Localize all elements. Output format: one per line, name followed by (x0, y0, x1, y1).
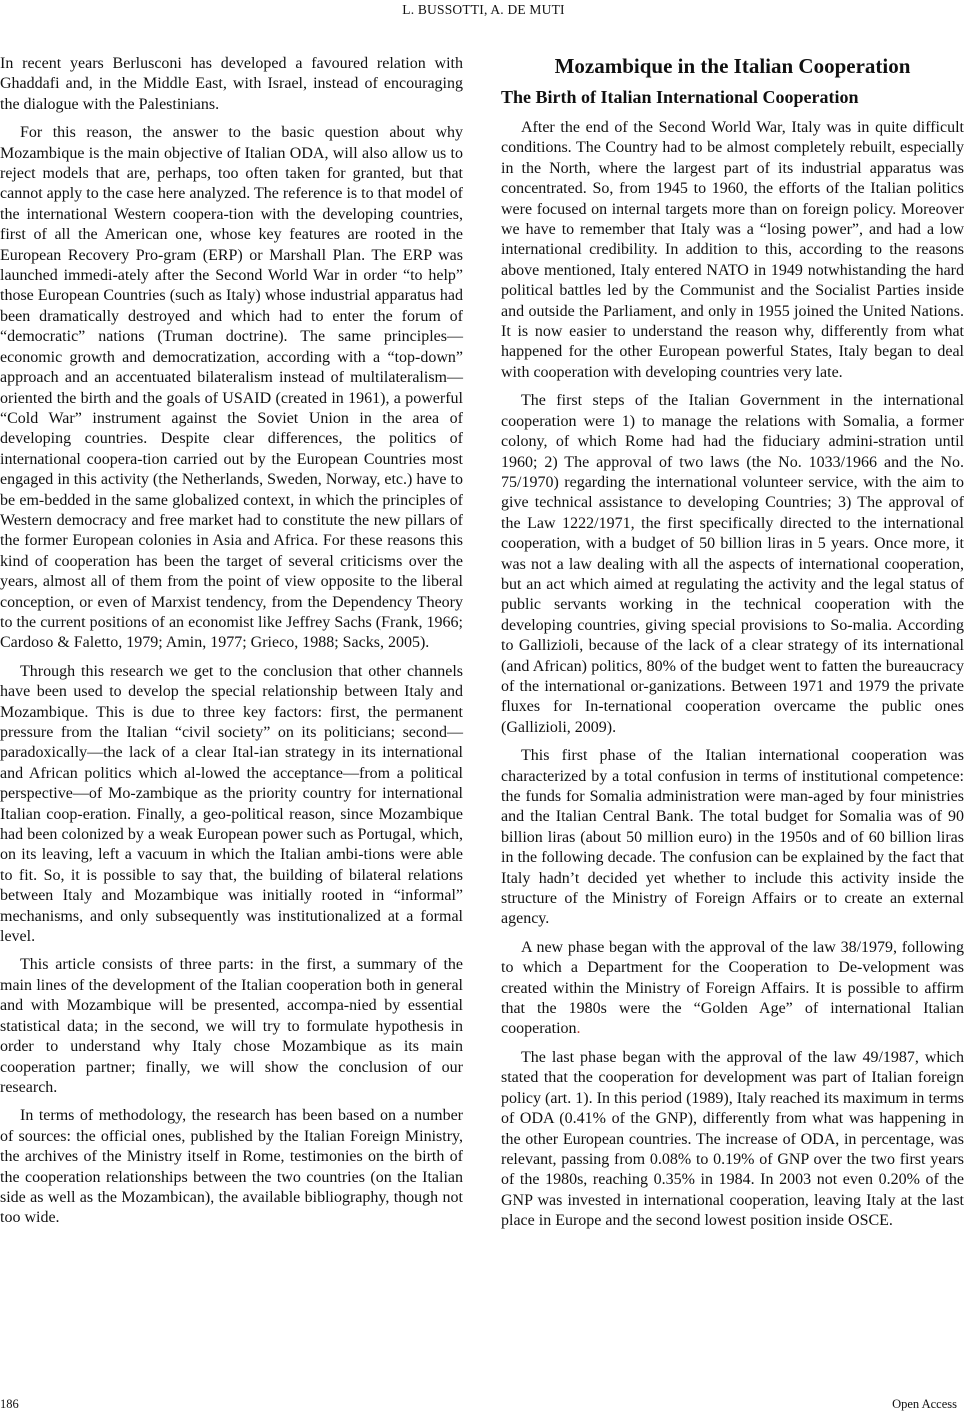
paragraph: This first phase of the Italian international cooperation was characterized by a total confusion in terms of institutional competence: the funds for Somalia administration were man-aged by four ministries and the Italian Central Bank. The total budget for Somalia was of 90 billion liras (about 50 million euro) in the 1950s and of 60 billion liras in the following decade. The confusion can be explained by the fact that Italy hadn’t decided yet whether to include this activity inside the structure of the Ministry of Foreign Affairs or to create an external agency. (501, 747, 964, 928)
section-title: Mozambique in the Italian Cooperation (554, 54, 911, 78)
left-column (0, 54, 463, 1229)
subsection-title: The Birth of Italian International Cooperation (501, 87, 859, 107)
paragraph: The first steps of the Italian Government in the international cooperation were 1) to manage the relations with Somalia, a former colony, of which Rome had had the fiduciary admini-stration until 1960; 2) The approval of two laws (the No. 1033/1966 and the No. 75/1970) regarding the international volunteer service, with the aim to give technical assistance to developing Countries; 3) The approval of the Law 1222/1971, the first specifically directed to the international cooperation, with a budget of 50 billion liras in 5 years. Once more, it was not a law dealing with all the aspects of international cooperation, but an act which aimed at regulating the activity and the legal status of public servants working in the technical cooperation with the developing countries, giving special provisions to So-malia. According to Gallizioli, because of the lack of a clear strategy of its international (and African) politics, 80% of the budget went to fatten the bureaucracy of the international or-ganizations. Between 1971 and 1979 the private fluxes for In-ternational cooperation overcame the public ones (Gallizioli, 2009). (501, 392, 964, 736)
paragraph: Through this research we get to the conclusion that other channels have been used to develop the special relationship between Italy and Mozambique. This is due to three key factors: first, the permanent pressure from the Italian “civil society” on its politicians; second—paradoxically—the lack of a clear Ital-ian strategy in its international and African politics which al-lowed the acceptance—from a political perspective—of Mo-zambique as the priority country for international Italian coop-eration. Finally, a geo-political reason, since Mozambique had been colonized by a weak European power such as Portugal, which, on its leaving, left a vacuum in which the Italian ambi-tions were able to fit. So, it is possible to say that, the building of bilateral relations between Italy and Mozambique was initially rooted in “informal” mechanisms, and only subsequently was institutionalized at a formal level. (0, 662, 463, 946)
running-header: L. BUSSOTTI, A. DE MUTI (402, 2, 565, 17)
right-column (501, 54, 964, 1232)
page-number: 186 (0, 1397, 19, 1411)
golden-age-text: A new phase began with the approval of the law 38/1979, following to which a Department for the Cooperation to De-velopment was created within the Ministry of Foreign Affairs. It is possible to affirm that the 1980s were the “Golden Age” of international Italian cooperation (501, 938, 964, 1038)
paragraph: For this reason, the answer to the basic question about why Mozambique is the main objective of Italian ODA, will also allow us to reject models that are, perhaps, too often taken for granted, but that cannot apply to the case here analyzed. The reference is to that model of the international Western coopera-tion with the developing countries, first of all the American one, whose key features are rooted in the European Recovery Pro-gram (ERP) or Marshall Plan. The ERP was launched immedi-ately after the Second World War in order “to help” those European Countries (such as Italy) whose industrial apparatus had been dramatically destroyed and which had to enter the forum of “democratic” nations (Truman doctrine). The same principles—economic growth and democratization, according with a “top-down” approach and an accentuated bilateralism instead of multilateralism—oriented the birth and the goals of USAID (created in 1961), a powerful “Cold War” instrument against the Soviet Union in the area of developing countries. Despite clear differences, the politics of international coopera-tion carried out by the European Countries most engaged in this activity (the Netherlands, Sweden, Norway, etc.) have to be em-bedded in the same globalized context, in which the principles of Western democracy and free market had to constitute the new pillars of the former European colonies in Asia and Africa. For these reasons this kind of cooperation has been the target of several criticisms over the years, almost all of them from the point of view opposite to the liberal conception, or even of Marxist tendency, from the Dependency Theory to the current positions of an economist like Jeffrey Sachs (Frank, 1966; Cardoso & Faletto, 1979; Amin, 1977; Grieco, 1988; Sacks, 2005). (0, 124, 463, 652)
paragraph (501, 938, 964, 1040)
license-label: Open Access (892, 1397, 957, 1411)
paragraph: In terms of methodology, the research has been based on a number of sources: the official ones, published by the Italian Foreign Ministry, the archives of the Ministry itself in Rome, testimonies on the birth of the cooperation relationships between the two countries (on the Italian side as well as the Mozambican), the available bibliography, though not too wide. (0, 1107, 463, 1227)
paragraph: This article consists of three parts: in the first, a summary of the main lines of the development of the Italian cooperation both in general and with Mozambique will be presented, accompa-nied by essential statistical data; in the second, we will try to formulate hypothesis in order to understand why Italy chose Mozambique as its main cooperation partner; finally, we will show the conclusion of our research. (0, 956, 463, 1096)
paragraph: In recent years Berlusconi has developed a favoured relation with Ghaddafi and, in the Middle East, with Israel, instead of encouraging the dialogue with the Palestinians. (0, 55, 463, 113)
paragraph: After the end of the Second World War, Italy was in quite difficult conditions. The Country had to be almost completely rebuilt, especially in the North, where the largest part of its industrial apparatus was concentrated. So, from 1945 to 1960, the efforts of the Italian politics were focused on internal targets more than on foreign policy. Moreover we have to remember that Italy was a “losing power”, and had a low international credibility. In addition to this, according to the reasons above mentioned, Italy entered NATO in 1949 notwhistanding the hard political battles led by the Communist and the Socialist Parties inside and outside the Parliament, and only in 1955 joined the United Nations. It is now easier to understand the reason why, differently from what happened for the other European powerful States, Italy began to deal with cooperation with developing countries very late. (501, 119, 964, 381)
paragraph: The last phase began with the approval of the law 49/1987, which stated that the cooperation for development was part of Italian foreign policy (art. 1). In this period (1989), Italy reached its maximum in terms of ODA (0.41% of the GNP), differently from what was happening in the other European countries. The increase of ODA, in percentage, was relevant, passing from 0.08% to 0.19% of GNP over the two first years of the 1980s, reaching 0.35% in 1984. In 2003 not even 0.20% of the GNP was invested in international cooperation, leaving Italy at the last place in Europe and the second lowest position inside OSCE. (501, 1048, 964, 1230)
accent-period: . (576, 1020, 581, 1038)
